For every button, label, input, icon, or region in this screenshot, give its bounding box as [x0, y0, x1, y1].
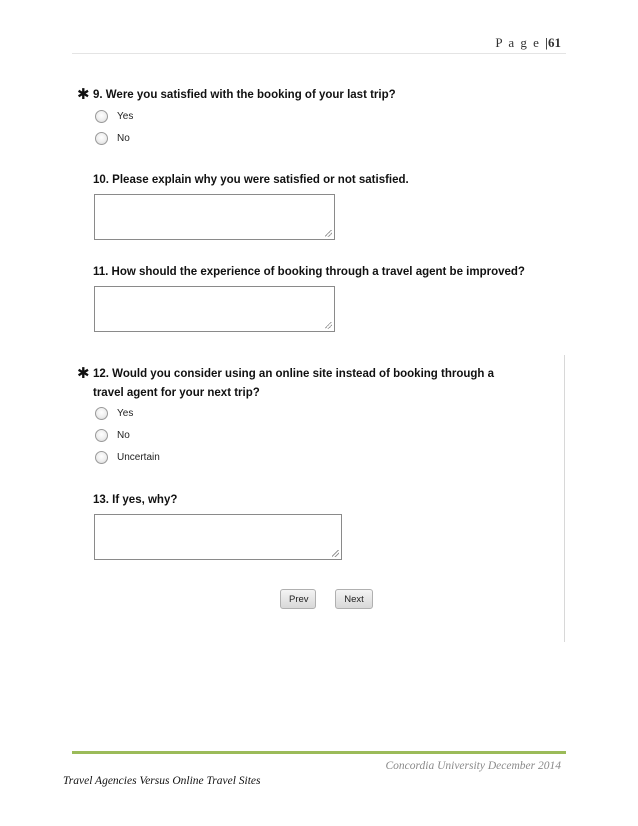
question-13	[93, 491, 177, 510]
q11-answer-textarea[interactable]	[94, 286, 335, 332]
page-word: P a g e	[495, 35, 541, 50]
page-header	[495, 35, 561, 51]
question-12	[77, 365, 495, 403]
q13-answer-textarea[interactable]	[94, 514, 342, 560]
header-rule	[72, 53, 566, 54]
required-star-icon: ✱	[77, 86, 90, 103]
q9-option-yes[interactable]	[95, 107, 133, 125]
radio-button-icon[interactable]	[95, 132, 108, 145]
q9-option-no[interactable]	[95, 129, 130, 147]
q12-option-no[interactable]	[95, 426, 130, 444]
frame-edge-line	[564, 355, 565, 642]
question-12-line-1: 12. Would you consider using an online site instead of booking through a	[93, 368, 495, 380]
next-button[interactable]: Next	[335, 589, 373, 609]
q10-answer-textarea[interactable]	[94, 194, 335, 240]
resize-grip-icon[interactable]	[325, 322, 332, 329]
footer-title: Travel Agencies Versus Online Travel Sites	[63, 775, 261, 787]
question-10-text: 10. Please explain why you were satisfied or not satisfied.	[93, 174, 409, 186]
option-label: Yes	[117, 110, 134, 122]
footer-rule	[72, 751, 566, 754]
prev-button[interactable]: Prev	[280, 589, 316, 609]
page-number: 61	[548, 35, 561, 50]
resize-grip-icon[interactable]	[325, 230, 332, 237]
question-11-text: 11. How should the experience of booking through a travel agent be improved?	[93, 266, 525, 278]
question-13-text: 13. If yes, why?	[93, 494, 178, 506]
q12-option-yes[interactable]	[95, 404, 133, 422]
radio-button-icon[interactable]	[95, 110, 108, 123]
page-separator: |	[545, 35, 548, 50]
footer-institution: Concordia University December 2014	[385, 760, 561, 772]
required-star-icon: ✱	[77, 365, 90, 382]
option-label: Yes	[117, 407, 134, 419]
option-label: No	[117, 429, 130, 441]
question-10	[93, 171, 409, 190]
option-label: Uncertain	[117, 451, 160, 463]
question-12-line-2: travel agent for your next trip?	[93, 387, 260, 399]
radio-button-icon[interactable]	[95, 429, 108, 442]
radio-button-icon[interactable]	[95, 451, 108, 464]
resize-grip-icon[interactable]	[332, 550, 339, 557]
q12-option-uncertain[interactable]	[95, 448, 160, 466]
question-11	[93, 263, 525, 282]
question-9	[77, 86, 396, 105]
radio-button-icon[interactable]	[95, 407, 108, 420]
option-label: No	[117, 132, 130, 144]
question-9-text: 9. Were you satisfied with the booking of your last trip?	[93, 89, 396, 101]
